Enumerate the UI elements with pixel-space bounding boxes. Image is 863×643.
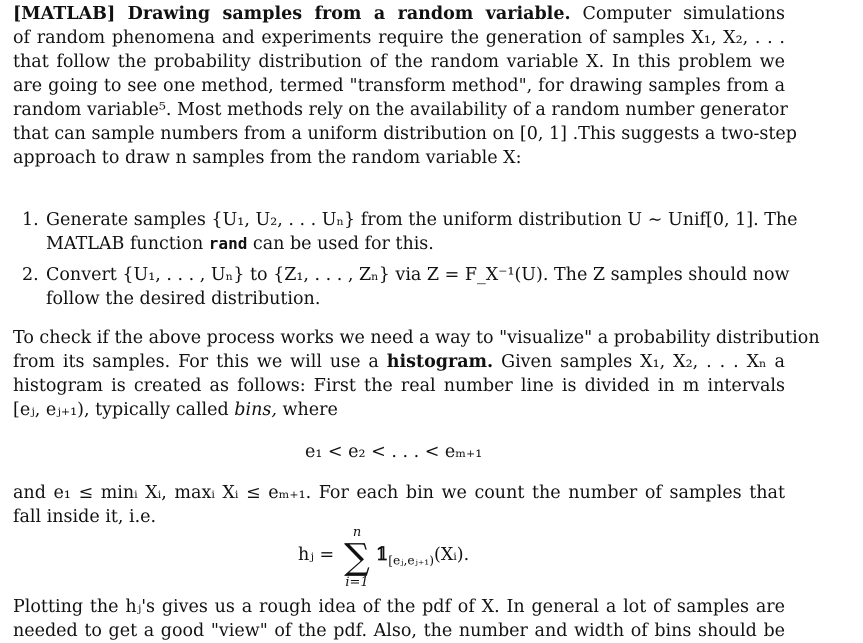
para3-line1: and e₁ ≤ minᵢ Xᵢ, maxᵢ Xᵢ ≤ eₘ₊₁. For each bin we count the number of samples that (13, 483, 785, 503)
list-item1-line2-pre: MATLAB function (46, 234, 204, 254)
para1-line7: approach to draw n samples from the random variable X: (13, 148, 522, 168)
list-item2-line1: Convert {U₁, . . . , Uₙ} to {Z₁, . . . , Zₙ} via Z = F_X⁻¹(U). The Z samples should now (46, 265, 790, 285)
para2-line2 (13, 350, 785, 374)
list-item1-line2-post: can be used for this. (252, 234, 434, 254)
para1-line4-wrap (13, 74, 785, 98)
list-item1-line1: Generate samples {U₁, U₂, . . . Uₙ} from the uniform distribution U ∼ Unif[0, 1]. The (46, 210, 798, 230)
para3-line2-wrap (13, 505, 156, 529)
para1-line7-wrap (13, 146, 522, 170)
sum-symbol-icon: ∑ (344, 537, 370, 578)
eq2-sum-lower: i=1 (345, 575, 369, 590)
para1-line6: that can sample numbers from a uniform distribution on [0, 1] .This suggests a two-step (13, 124, 797, 144)
para4-line2-wrap (13, 619, 785, 643)
para1-line6-wrap (13, 122, 797, 146)
para2-line2-post: Given samples X₁, X₂, . . . Xₙ a (501, 352, 785, 372)
indicator-symbol: 𝟙 (376, 545, 389, 565)
para2-line3: histogram is created as follows: First the real number line is divided in m intervals (13, 376, 785, 396)
para3-line1-wrap (13, 481, 785, 505)
eq2-indicator-sub: [eⱼ,eⱼ₊₁) (388, 553, 434, 568)
list-item2-line2-wrap (46, 287, 320, 311)
para2-line1-wrap (13, 326, 820, 350)
para1-line3: that follow the probability distribution of the random variable X. In this problem we (13, 52, 785, 72)
eq2-arg: (Xᵢ). (434, 545, 470, 565)
term-bins: bins, (234, 400, 277, 420)
eq2-rhs (376, 543, 469, 567)
eq2-sum-upper: n (352, 525, 362, 540)
para1-line2: of random phenomena and experiments require the generation of samples X₁, X₂, . . . (13, 28, 785, 48)
para4-line2: needed to get a good "view" of the pdf. Also, the number and width of bins should be (13, 621, 785, 641)
para2-line2-pre: from its samples. For this we will use a (13, 352, 379, 372)
term-histogram: histogram. (386, 352, 494, 372)
para2-line4 (13, 398, 338, 422)
list-item1-number: 1. (22, 210, 39, 230)
list-item2-line1-wrap (46, 263, 790, 287)
para2-line4-pre: [eⱼ, eⱼ₊₁), typically called (13, 400, 229, 420)
para1-line1 (13, 2, 785, 26)
para2-line1: To check if the above process works we need a way to "visualize" a probability distribution (13, 328, 820, 348)
code-rand: rand (208, 234, 248, 253)
list-item1-line1-wrap (46, 208, 798, 232)
para1-line1-rest: Computer simulations (582, 4, 785, 24)
para1-line5-wrap (13, 98, 788, 122)
para1-line3-wrap (13, 50, 785, 74)
para1-line4: are going to see one method, termed "transform method", for drawing samples from a (13, 76, 785, 96)
para4-line1: Plotting the hⱼ's gives us a rough idea of the pdf of X. In general a lot of samples are (13, 597, 785, 617)
para4-line1-wrap (13, 595, 785, 619)
eq2-summation (340, 526, 374, 590)
para3-line2: fall inside it, i.e. (13, 507, 157, 527)
list-item2-number: 2. (22, 265, 39, 285)
list-item2-line2: follow the desired distribution. (46, 289, 321, 309)
para2-line3-wrap (13, 374, 785, 398)
equation-bin-edges: e₁ < e₂ < . . . < eₘ₊₁ (305, 442, 483, 462)
list-item1-line2 (46, 232, 434, 256)
para1-title: [MATLAB] Drawing samples from a random variable. (13, 4, 571, 24)
para2-line4-post: where (282, 400, 338, 420)
para1-line5: random variable⁵. Most methods rely on the availability of a random number generator (13, 100, 788, 120)
para1-line2-wrap (13, 26, 785, 50)
eq2-lhs: hⱼ = (298, 545, 335, 565)
